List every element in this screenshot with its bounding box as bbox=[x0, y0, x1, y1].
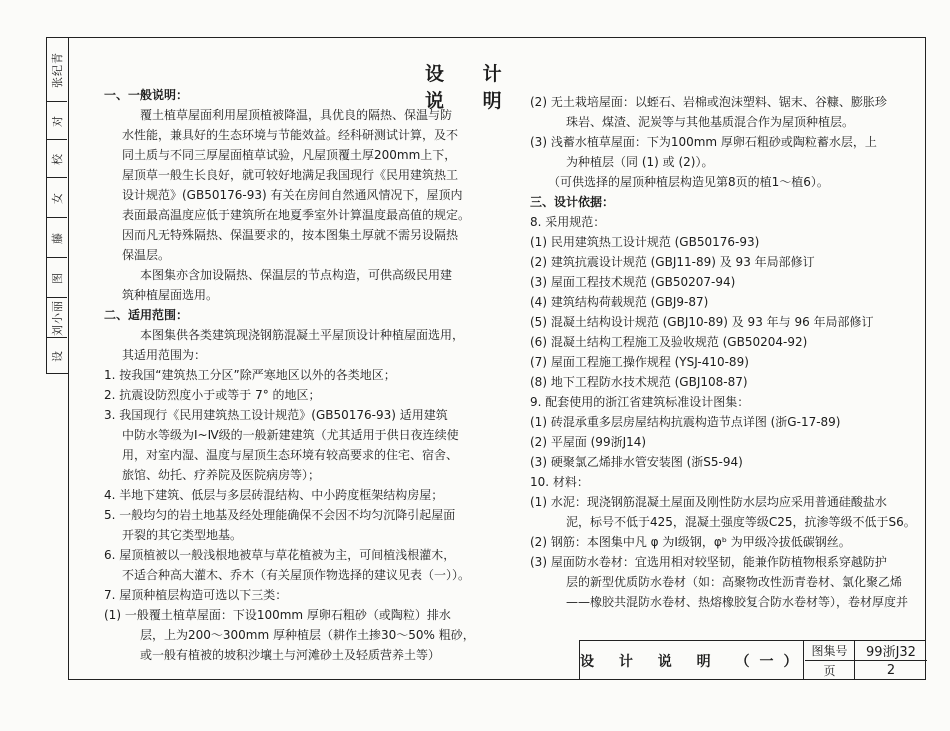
text-line: 层，上为200～300mm 厚种植层（耕作土掺30～50% 粗砂， bbox=[140, 628, 475, 642]
text-line: (3) 硬聚氯乙烯排水管安装图 (浙S5-94) bbox=[530, 455, 743, 469]
text-line: 8. 采用规范： bbox=[530, 215, 606, 229]
atlas-number-label: 图集号 bbox=[805, 641, 855, 661]
text-line: 保温层。 bbox=[122, 248, 171, 262]
text-line: 层的新型优质防水卷材（如：高聚物改性沥青卷材、氯化聚乙烯 bbox=[566, 575, 903, 589]
text-line: 覆土植草屋面利用屋顶植被降温，具优良的隔热、保温与防 bbox=[140, 108, 453, 122]
text-line: (7) 屋面工程施工操作规程 (YSJ-410-89) bbox=[530, 355, 749, 369]
text-line: (8) 地下工程防水技术规范 (GBJ108-87) bbox=[530, 375, 748, 389]
signature-sidebar bbox=[46, 37, 68, 374]
title-block bbox=[579, 640, 926, 680]
text-line: ——橡胶共混防水卷材、热熔橡胶复合防水卷材等），卷材厚度并 bbox=[566, 595, 909, 609]
text-line: 屋顶草一般生长良好，就可较好地满足我国现行《民用建筑热工 bbox=[122, 168, 459, 182]
text-line: (3) 屋面工程技术规范 (GB50207-94) bbox=[530, 275, 736, 289]
atlas-number: 99浙J32 bbox=[855, 641, 927, 661]
sidebar-cell-label: 校 bbox=[47, 140, 67, 178]
text-line: (2) 平屋面 (99浙J14) bbox=[530, 435, 647, 449]
text-line: (6) 混凝土结构工程施工及验收规范 (GB50204-92) bbox=[530, 335, 808, 349]
text-line: 9. 配套使用的浙江省建筑标准设计图集： bbox=[530, 395, 750, 409]
text-line: (1) 民用建筑热工设计规范 (GB50176-93) bbox=[530, 235, 760, 249]
right-column bbox=[530, 92, 918, 612]
text-line: 开裂的其它类型地基。 bbox=[122, 528, 243, 542]
text-line: 10. 材料： bbox=[530, 475, 589, 489]
sidebar-cell-label: 图 bbox=[47, 258, 67, 298]
text-line: 三、设计依据： bbox=[530, 195, 615, 209]
text-line: 3. 我国现行《民用建筑热工设计规范》(GB50176-93) 适用建筑 bbox=[104, 408, 448, 422]
text-line: (3) 浅蓄水植草屋面：下为100mm 厚卵石粗砂或陶粒蓄水层，上 bbox=[530, 135, 877, 149]
text-line: 二、适用范围： bbox=[104, 308, 189, 322]
text-line: 同土质与不同三厚屋面植草试验，凡屋顶覆土厚200mm上下， bbox=[122, 148, 457, 162]
text-line: (1) 砖混承重多层房屋结构抗震构造节点详图 (浙G-17-89) bbox=[530, 415, 841, 429]
page-number: 2 bbox=[886, 663, 896, 678]
text-line: 设计规范》(GB50176-93) 有关在房间自然通风情况下，屋顶内 bbox=[122, 188, 463, 202]
sidebar-cell-label: 对 bbox=[47, 102, 67, 140]
sidebar-cell-signature: 女 bbox=[47, 178, 67, 218]
sidebar-cell-approver-name: 张纪青 bbox=[47, 38, 67, 102]
text-line: 5. 一般均匀的岩土地基及经处理能确保不会因不均匀沉降引起屋面 bbox=[104, 508, 456, 522]
text-line: (1) 水泥：现浇钢筋混凝土屋面及刚性防水层均应采用普通硅酸盐水 bbox=[530, 495, 887, 509]
document-title: 设 计 说 明 bbox=[425, 63, 518, 112]
text-line: 4. 半地下建筑、低层与多层砖混结构、中小跨度框架结构房屋； bbox=[104, 488, 444, 502]
text-line: 6. 屋顶植被以一般浅根地被草与草花植被为主，可间植浅根灌木， bbox=[104, 548, 456, 562]
text-line: (2) 建筑抗震设计规范 (GBJ11-89) 及 93 年局部修订 bbox=[530, 255, 815, 269]
text-line: （可供选择的屋顶种植层构造见第8页的植1～植6）。 bbox=[548, 175, 829, 189]
text-line: 2. 抗震设防烈度小于或等于 7° 的地区； bbox=[104, 388, 321, 402]
text-line: 中防水等级为Ⅰ~Ⅳ级的一般新建建筑（尤其适用于供日夜连续使 bbox=[122, 428, 459, 442]
text-line: 因而凡无特殊隔热、保温要求的，按本图集土厚就不需另设隔热 bbox=[122, 228, 459, 242]
text-line: 7. 屋顶种植层构造可选以下三类： bbox=[104, 588, 288, 602]
text-line: (5) 混凝土结构设计规范 (GBJ10-89) 及 93 年与 96 年局部修订 bbox=[530, 315, 874, 329]
text-line: 本图集亦含加设隔热、保温层的节点构造，可供高级民用建 bbox=[140, 268, 453, 282]
left-column bbox=[104, 85, 520, 665]
text-line: 用，对室内湿、温度与屋顶生态环境有较高要求的住宅、宿舍、 bbox=[122, 448, 459, 462]
text-line: 本图集供各类建筑现浇钢筋混凝土平屋顶设计种植屋面选用， bbox=[140, 328, 465, 342]
page-label: 页 bbox=[805, 661, 855, 680]
sidebar-cell-checker-name: 刘小丽 bbox=[47, 298, 67, 338]
text-line: 或一般有植被的坡积沙壤土与河滩砂土及轻质营养土等） bbox=[140, 648, 441, 662]
drawing-name: 设 计 说 明 （一） bbox=[580, 641, 804, 680]
text-line: (2) 钢筋：本图集中凡 φ 为Ⅰ级钢，φᵇ 为甲级冷拔低碳钢丝。 bbox=[530, 535, 851, 549]
text-line: 1. 按我国“建筑热工分区”除严寒地区以外的各类地区； bbox=[104, 368, 396, 382]
text-line: (4) 建筑结构荷载规范 (GBJ9-87) bbox=[530, 295, 709, 309]
text-line: 其适用范围为： bbox=[122, 348, 207, 362]
text-line: (3) 屋面防水卷材：宜选用相对较坚韧，能兼作防植物根系穿越防护 bbox=[530, 555, 887, 569]
text-line: 水性能，兼具好的生态环境与节能效益。经科研测试计算，及不 bbox=[122, 128, 459, 142]
sidebar-cell-label: 设 bbox=[51, 350, 64, 362]
text-line: 一、一般说明： bbox=[104, 88, 189, 102]
text-line: 不适合种高大灌木、乔木（有关屋顶作物选择的建议见表（一））。 bbox=[122, 568, 471, 582]
text-line: 泥，标号不低于425，混凝土强度等级C25，抗渗等级不低于S6。 bbox=[566, 515, 916, 529]
text-line: 珠岩、煤渣、泥炭等与其他基质混合作为屋顶种植层。 bbox=[566, 115, 855, 129]
text-line: 表面最高温度应低于建筑所在地夏季室外计算温度最高值的规定。 bbox=[122, 208, 471, 222]
text-line: 旅馆、幼托、疗养院及医院病房等）； bbox=[122, 468, 321, 482]
text-line: 为种植层（同 (1) 或 (2)）。 bbox=[566, 155, 714, 169]
text-line: (2) 无土栽培屋面：以蛭石、岩棉或泡沫塑料、锯末、谷糠、膨胀珍 bbox=[530, 95, 887, 109]
text-line: 筑种植屋面选用。 bbox=[122, 288, 219, 302]
text-line: (1) 一般覆土植草屋面：下设100mm 厚卵石粗砂（或陶粒）排水 bbox=[104, 608, 451, 622]
sidebar-cell-label: 藤 bbox=[47, 218, 67, 258]
